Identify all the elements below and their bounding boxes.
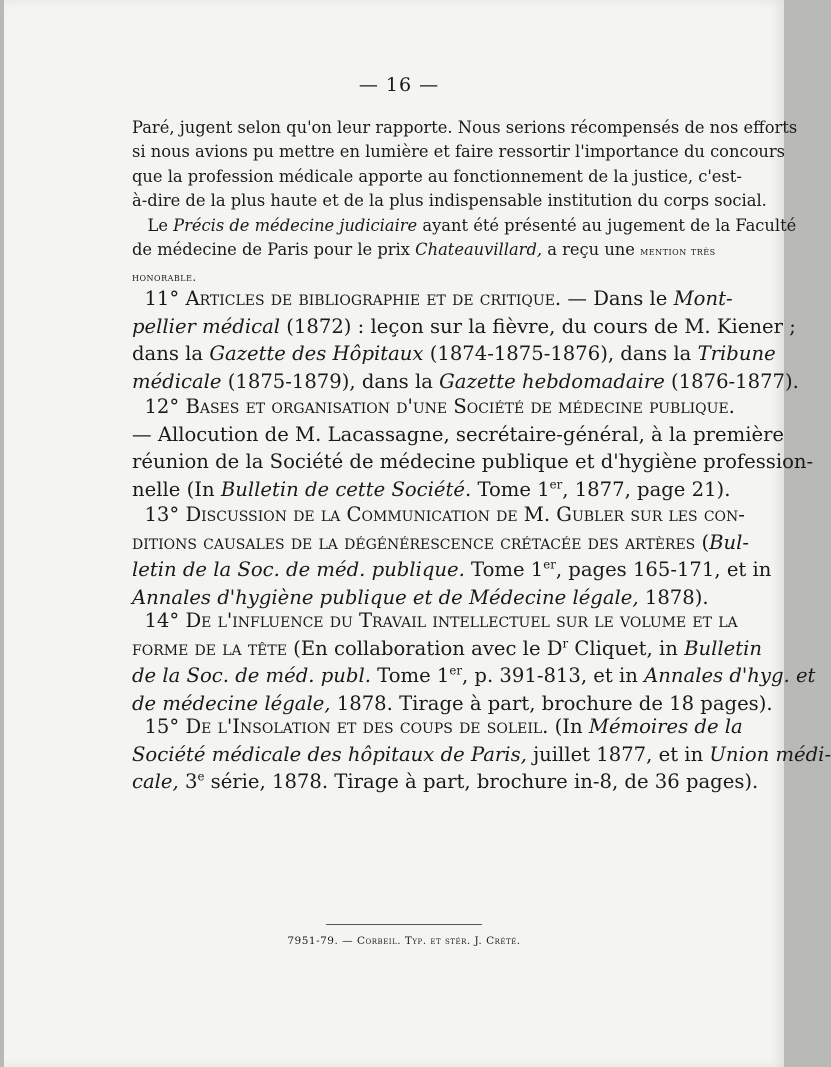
text-line: Le Précis de médecine judiciaire ayant été présenté au jugement de la Faculté [147,216,797,235]
text-line: que la profession médicale apporte au fonctionnement de la justice, c'est- [132,166,742,186]
entry-line [132,501,745,529]
entry-number: 15° [144,715,180,738]
entry-line [132,607,738,635]
entry-line: forme de la tête (En collaboration avec le $D^r$ Cliquet, in Bulletin [132,635,762,660]
entry-line [132,393,735,421]
entry-line: de la Soc. de méd. publ. Tome 1er, p. 391-813, et in Annales d'hyg. et [132,663,816,687]
text-line: si nous avions pu mettre en lumière et faire ressortir l'importance du concours [132,142,786,162]
entry-line: de médecine légale, 1878. Tirage à part, brochure de 18 pages). [132,691,773,715]
entry-number: 11° [144,287,180,310]
entry-heading: De l'Insolation et des coups de soleil. [185,715,549,738]
entry-line: nelle (In Bulletin de cette Société. Tome 1er, 1877, page 21). [132,476,731,501]
entry-line: letin de la Soc. de méd. publique. Tome 1er, pages 165-171, et in [132,557,772,581]
text-line: de médecine de Paris pour le prix Chateauvillard, a reçu une mention très [132,240,716,260]
entry-heading: Discussion de la Communication de M. Gubler sur les con- [185,503,745,526]
text-line: à-dire de la plus haute et de la plus indispensable institution du corps social. [132,190,767,210]
entry-15 [132,713,831,796]
award-paragraph [132,214,797,289]
entry-heading: Articles de bibliographie et de critique. [185,287,562,310]
entry-line: dans la Gazette des Hôpitaux (1874-1875-1876), dans la Tribune [132,342,776,365]
entry-line: médicale (1875-1879), dans la Gazette hebdomadaire (1876-1877). [132,369,799,393]
entry-line: cale, 3e série, 1878. Tirage à part, brochure in-8, de 36 pages). [132,769,759,793]
entry-number: 14° [144,609,180,632]
entry-11 [132,285,799,395]
entry-number: 12° [144,395,180,418]
entry-line: pellier médical (1872) : leçon sur la fièvre, du cours de M. Kiener ; [132,314,796,338]
entry-line: 11° Articles de bibliographie et de critique. — Dans le Mont- [144,287,733,310]
entry-number: 13° [144,503,180,526]
footer-rule [326,924,482,925]
entry-14 [132,607,816,717]
text-line: Paré, jugent selon qu'on leur rapporte. Nous serions récompensés de nos efforts [132,118,798,137]
entry-line: Annales d'hygiène publique et de Médecine légale, 1878). [132,585,709,609]
entry-line: — Allocution de M. Lacassagne, secrétaire-général, à la première [132,422,785,446]
intro-paragraph [132,116,798,213]
entry-heading: Bases et organisation d'une Société de médecine publique. [185,395,735,418]
printer-imprint: 7951-79. — Corbeil. Typ. et stér. J. Crété. [287,935,521,947]
entry-line: Société médicale des hôpitaux de Paris, juillet 1877, et in Union médi- [132,742,831,766]
entry-line: ditions causales de la dégénérescence crétacée des artères (Bul- [132,530,750,554]
entry-line: réunion de la Société de médecine publique et d'hygiène profession- [132,450,814,473]
document-page [4,0,831,1067]
entry-13 [132,501,772,611]
text-line: honorable. [132,269,197,284]
entry-12 [132,393,814,503]
entry-heading: De l'influence du Travail intellectuel sur le volume et la [185,609,738,632]
page-number: — 16 — [358,74,440,96]
entry-line: 15° De l'Insolation et des coups de soleil. (In Mémoires de la [144,715,743,738]
